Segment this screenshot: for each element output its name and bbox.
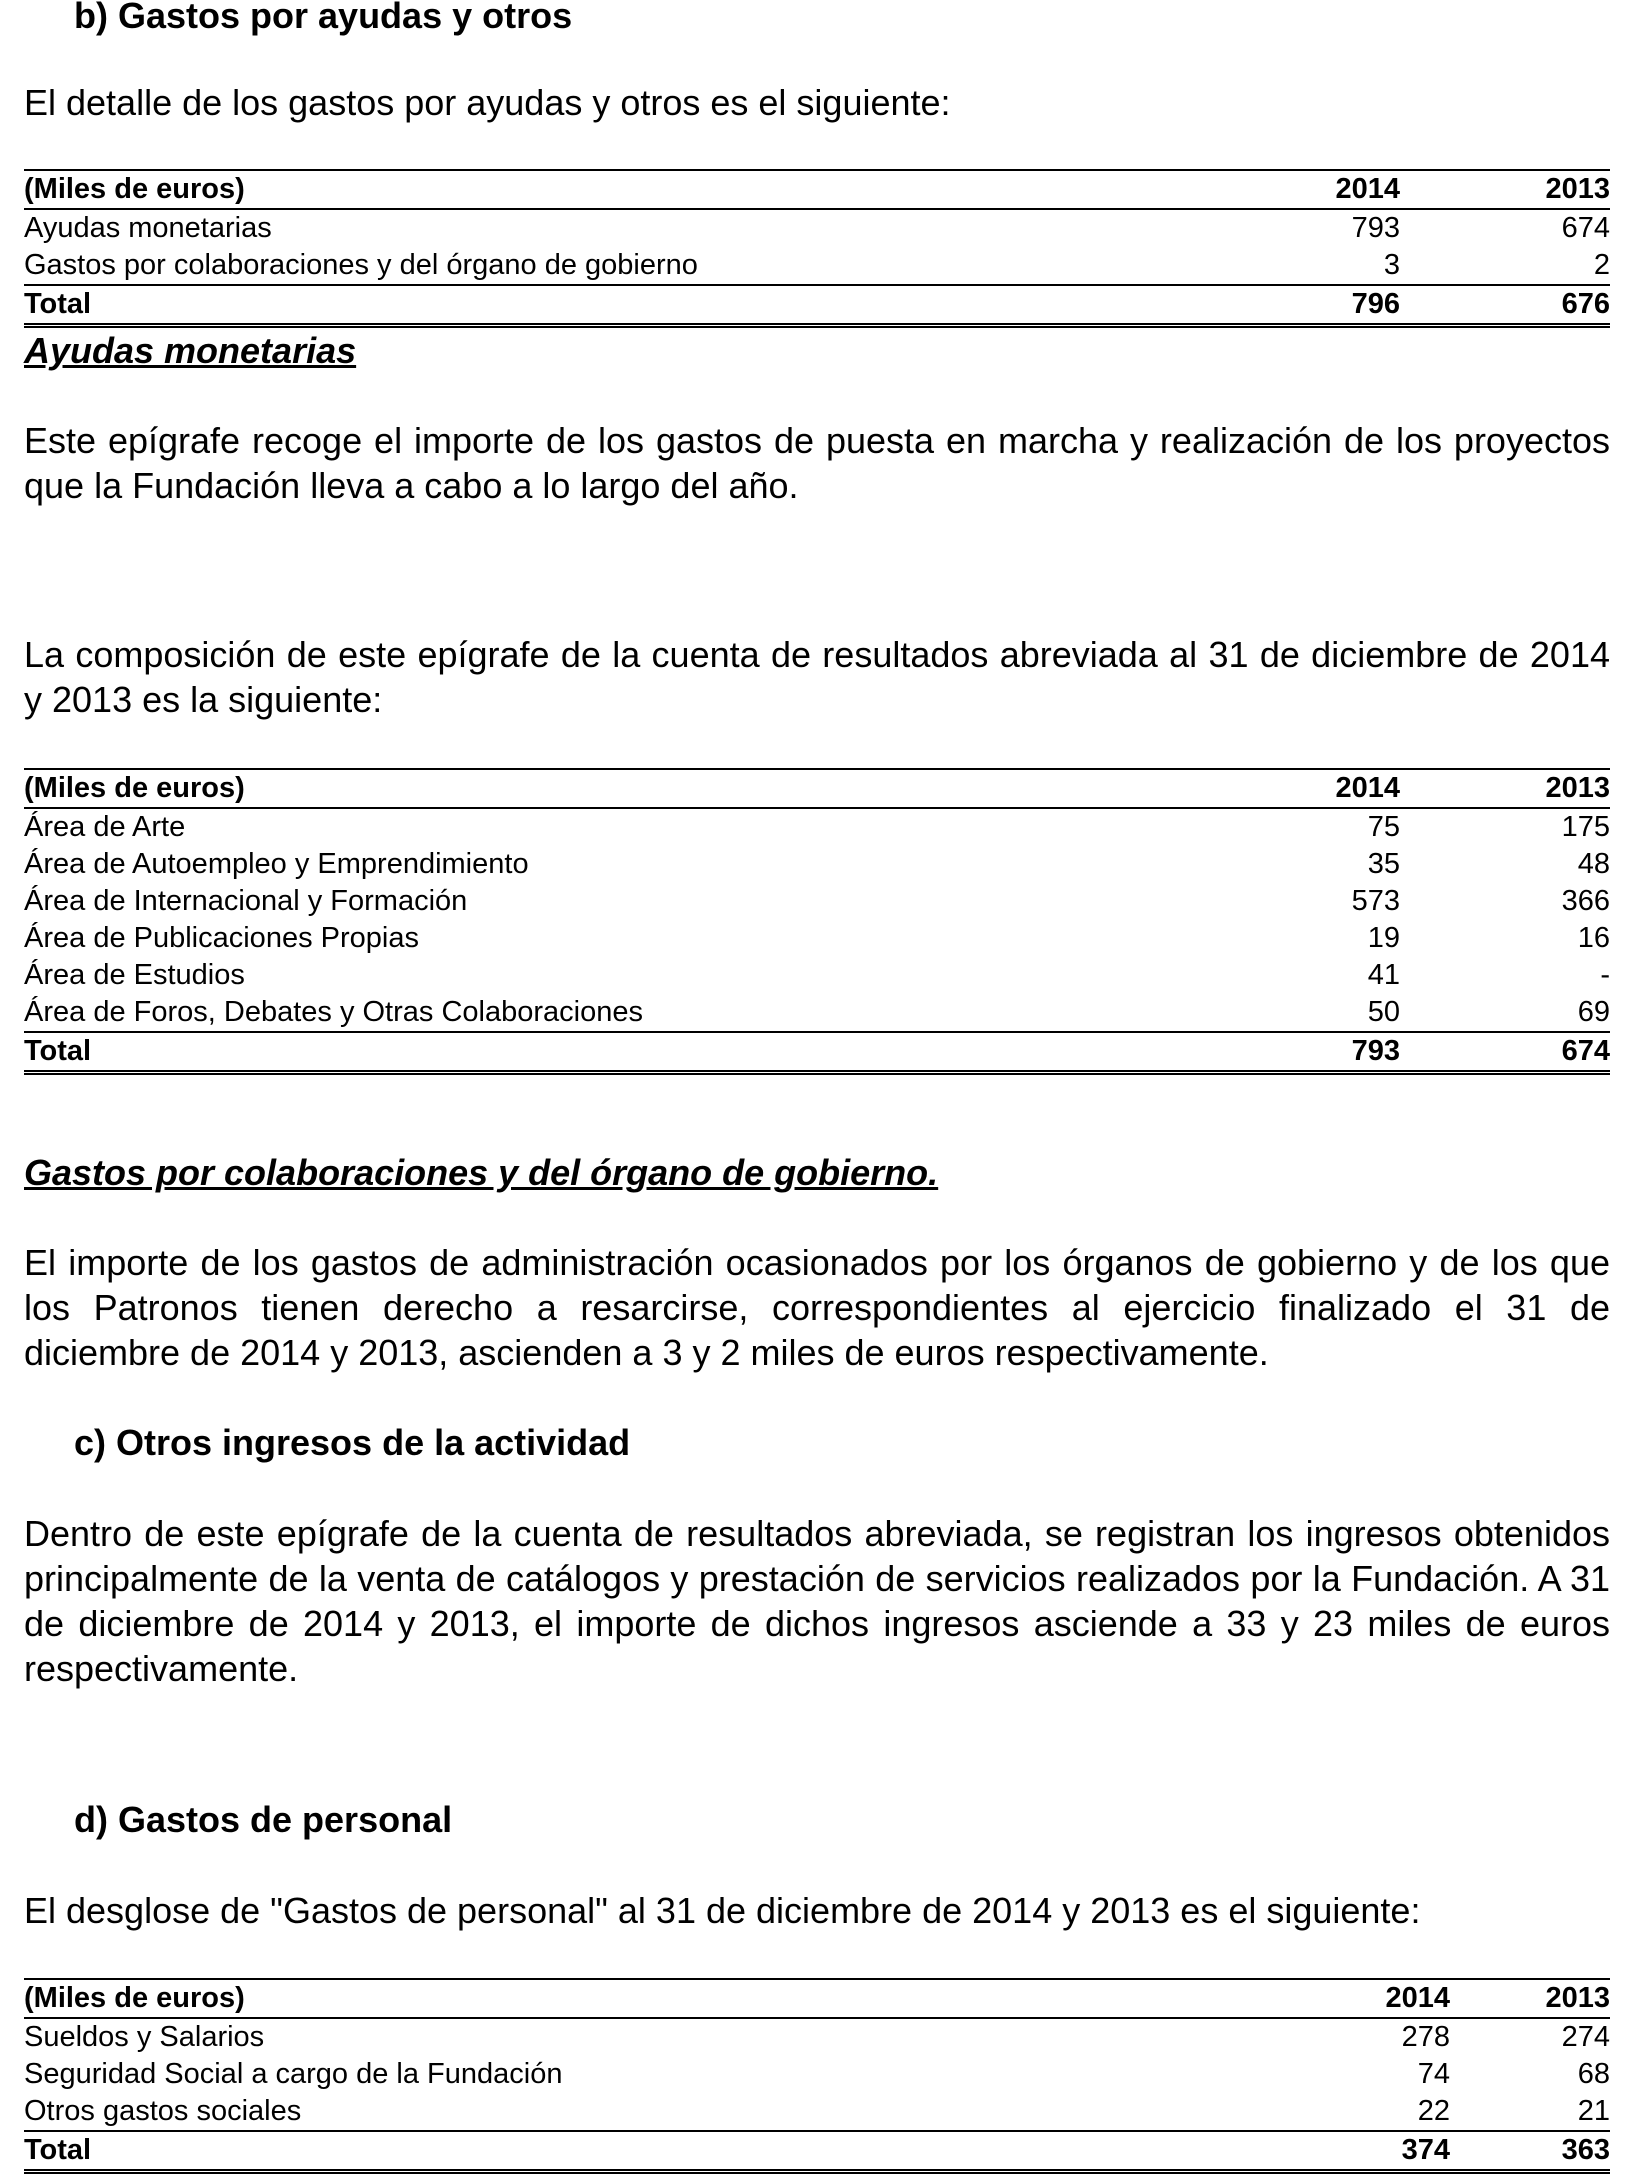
- row-2013: 21: [1577, 2095, 1610, 2127]
- row-label: Gastos por colaboraciones y del órgano de gobierno: [24, 249, 698, 281]
- header-2013: 2013: [1450, 1979, 1610, 2018]
- header-label: (Miles de euros): [24, 170, 1104, 209]
- row-2013: 16: [1577, 922, 1610, 954]
- row-2013: 366: [1561, 885, 1610, 917]
- row-label: Sueldos y Salarios: [24, 2021, 265, 2053]
- total-2014: 374: [1154, 2131, 1450, 2172]
- gastos-personal-table: [24, 1978, 1610, 2174]
- row-2013: 48: [1577, 848, 1610, 880]
- row-2013: -: [1600, 959, 1610, 991]
- table-row: [24, 2018, 1610, 2056]
- total-2013: 363: [1450, 2131, 1610, 2172]
- table-row: [24, 883, 1610, 920]
- total-label: Total: [24, 1032, 1104, 1073]
- total-2013: 676: [1400, 285, 1610, 326]
- table-row: [24, 247, 1610, 285]
- row-2014: 278: [1401, 2021, 1450, 2053]
- ayudas-paragraph-1: Este epígrafe recoge el importe de los gastos de puesta en marcha y realización de los proyectos que la Fundación lleva a cabo a lo largo del año.: [24, 420, 1610, 506]
- total-label: Total: [24, 2131, 1154, 2172]
- row-2013: 175: [1561, 811, 1610, 843]
- colaboraciones-paragraph: El importe de los gastos de administración ocasionados por los órganos de gobierno y de los que los Patronos tienen derecho a resarcirse, correspondientes al ejercicio finalizado el 31 de diciembre de 2014 y 2013, ascienden a 3 y 2 miles de euros respectivamente.: [24, 1242, 1610, 1373]
- row-2014: 22: [1417, 2095, 1450, 2127]
- row-2014: 74: [1417, 2058, 1450, 2090]
- section-b-intro: El detalle de los gastos por ayudas y otros es el siguiente:: [24, 82, 951, 123]
- table-row: [24, 808, 1610, 846]
- table-row: [24, 2093, 1610, 2131]
- row-2013: 68: [1577, 2058, 1610, 2090]
- table-total-row: [24, 285, 1610, 326]
- colaboraciones-subtitle: Gastos por colaboraciones y del órgano de gobierno.: [24, 1152, 939, 1193]
- row-2014: 19: [1367, 922, 1400, 954]
- header-label: (Miles de euros): [24, 769, 1104, 808]
- row-2013: 274: [1561, 2021, 1610, 2053]
- header-2013: 2013: [1400, 170, 1610, 209]
- row-2013: 674: [1561, 212, 1610, 244]
- row-2014: 573: [1351, 885, 1400, 917]
- header-2014: 2014: [1154, 1979, 1450, 2018]
- total-2013: 674: [1400, 1032, 1610, 1073]
- header-2013: 2013: [1400, 769, 1610, 808]
- total-2014: 793: [1104, 1032, 1400, 1073]
- section-d-heading: d) Gastos de personal: [74, 1799, 453, 1840]
- row-2014: 793: [1351, 212, 1400, 244]
- table-total-row: [24, 1032, 1610, 1073]
- row-label: Área de Publicaciones Propias: [24, 922, 419, 954]
- section-c-heading: c) Otros ingresos de la actividad: [74, 1422, 631, 1463]
- table-row: [24, 994, 1610, 1032]
- ayudas-monetarias-table: [24, 768, 1610, 1075]
- table-row: [24, 2056, 1610, 2093]
- table-header-row: [24, 769, 1610, 808]
- table-total-row: [24, 2131, 1610, 2172]
- section-c-paragraph: Dentro de este epígrafe de la cuenta de resultados abreviada, se registran los ingresos obtenidos principalmente de la venta de catálogos y prestación de servicios realizados por la Fundación. A 31 de diciembre de 2014 y 2013, el importe de dichos ingresos asciende a 33 y 23 miles de euros respectivamente.: [24, 1513, 1610, 1689]
- section-b-heading: b) Gastos por ayudas y otros: [74, 0, 573, 36]
- table-header-row: [24, 1979, 1610, 2018]
- row-2014: 75: [1367, 811, 1400, 843]
- ayudas-subtitle: Ayudas monetarias: [24, 330, 357, 371]
- row-label: Seguridad Social a cargo de la Fundación: [24, 2058, 563, 2090]
- row-2014: 3: [1383, 249, 1400, 281]
- row-2014: 35: [1367, 848, 1400, 880]
- row-label: Otros gastos sociales: [24, 2095, 302, 2127]
- total-label: Total: [24, 285, 1104, 326]
- table-row: [24, 846, 1610, 883]
- table-header-row: [24, 170, 1610, 209]
- row-label: Ayudas monetarias: [24, 212, 272, 244]
- row-label: Área de Foros, Debates y Otras Colaboraciones: [24, 996, 643, 1028]
- section-d-intro: El desglose de "Gastos de personal" al 31 de diciembre de 2014 y 2013 es el siguiente:: [24, 1890, 1421, 1931]
- row-label: Área de Arte: [24, 811, 186, 843]
- ayudas-otros-table: [24, 169, 1610, 328]
- header-2014: 2014: [1104, 170, 1400, 209]
- total-2014: 796: [1104, 285, 1400, 326]
- row-label: Área de Autoempleo y Emprendimiento: [24, 848, 529, 880]
- row-label: Área de Internacional y Formación: [24, 885, 468, 917]
- table-row: [24, 920, 1610, 957]
- header-2014: 2014: [1104, 769, 1400, 808]
- header-label: (Miles de euros): [24, 1979, 1154, 2018]
- row-2013: 2: [1593, 249, 1610, 281]
- table-row: [24, 957, 1610, 994]
- row-2014: 41: [1367, 959, 1400, 991]
- row-label: Área de Estudios: [24, 959, 245, 991]
- ayudas-paragraph-2: La composición de este epígrafe de la cuenta de resultados abreviada al 31 de diciembre de 2014 y 2013 es la siguiente:: [24, 634, 1610, 720]
- row-2013: 69: [1577, 996, 1610, 1028]
- row-2014: 50: [1367, 996, 1400, 1028]
- table-row: [24, 209, 1610, 247]
